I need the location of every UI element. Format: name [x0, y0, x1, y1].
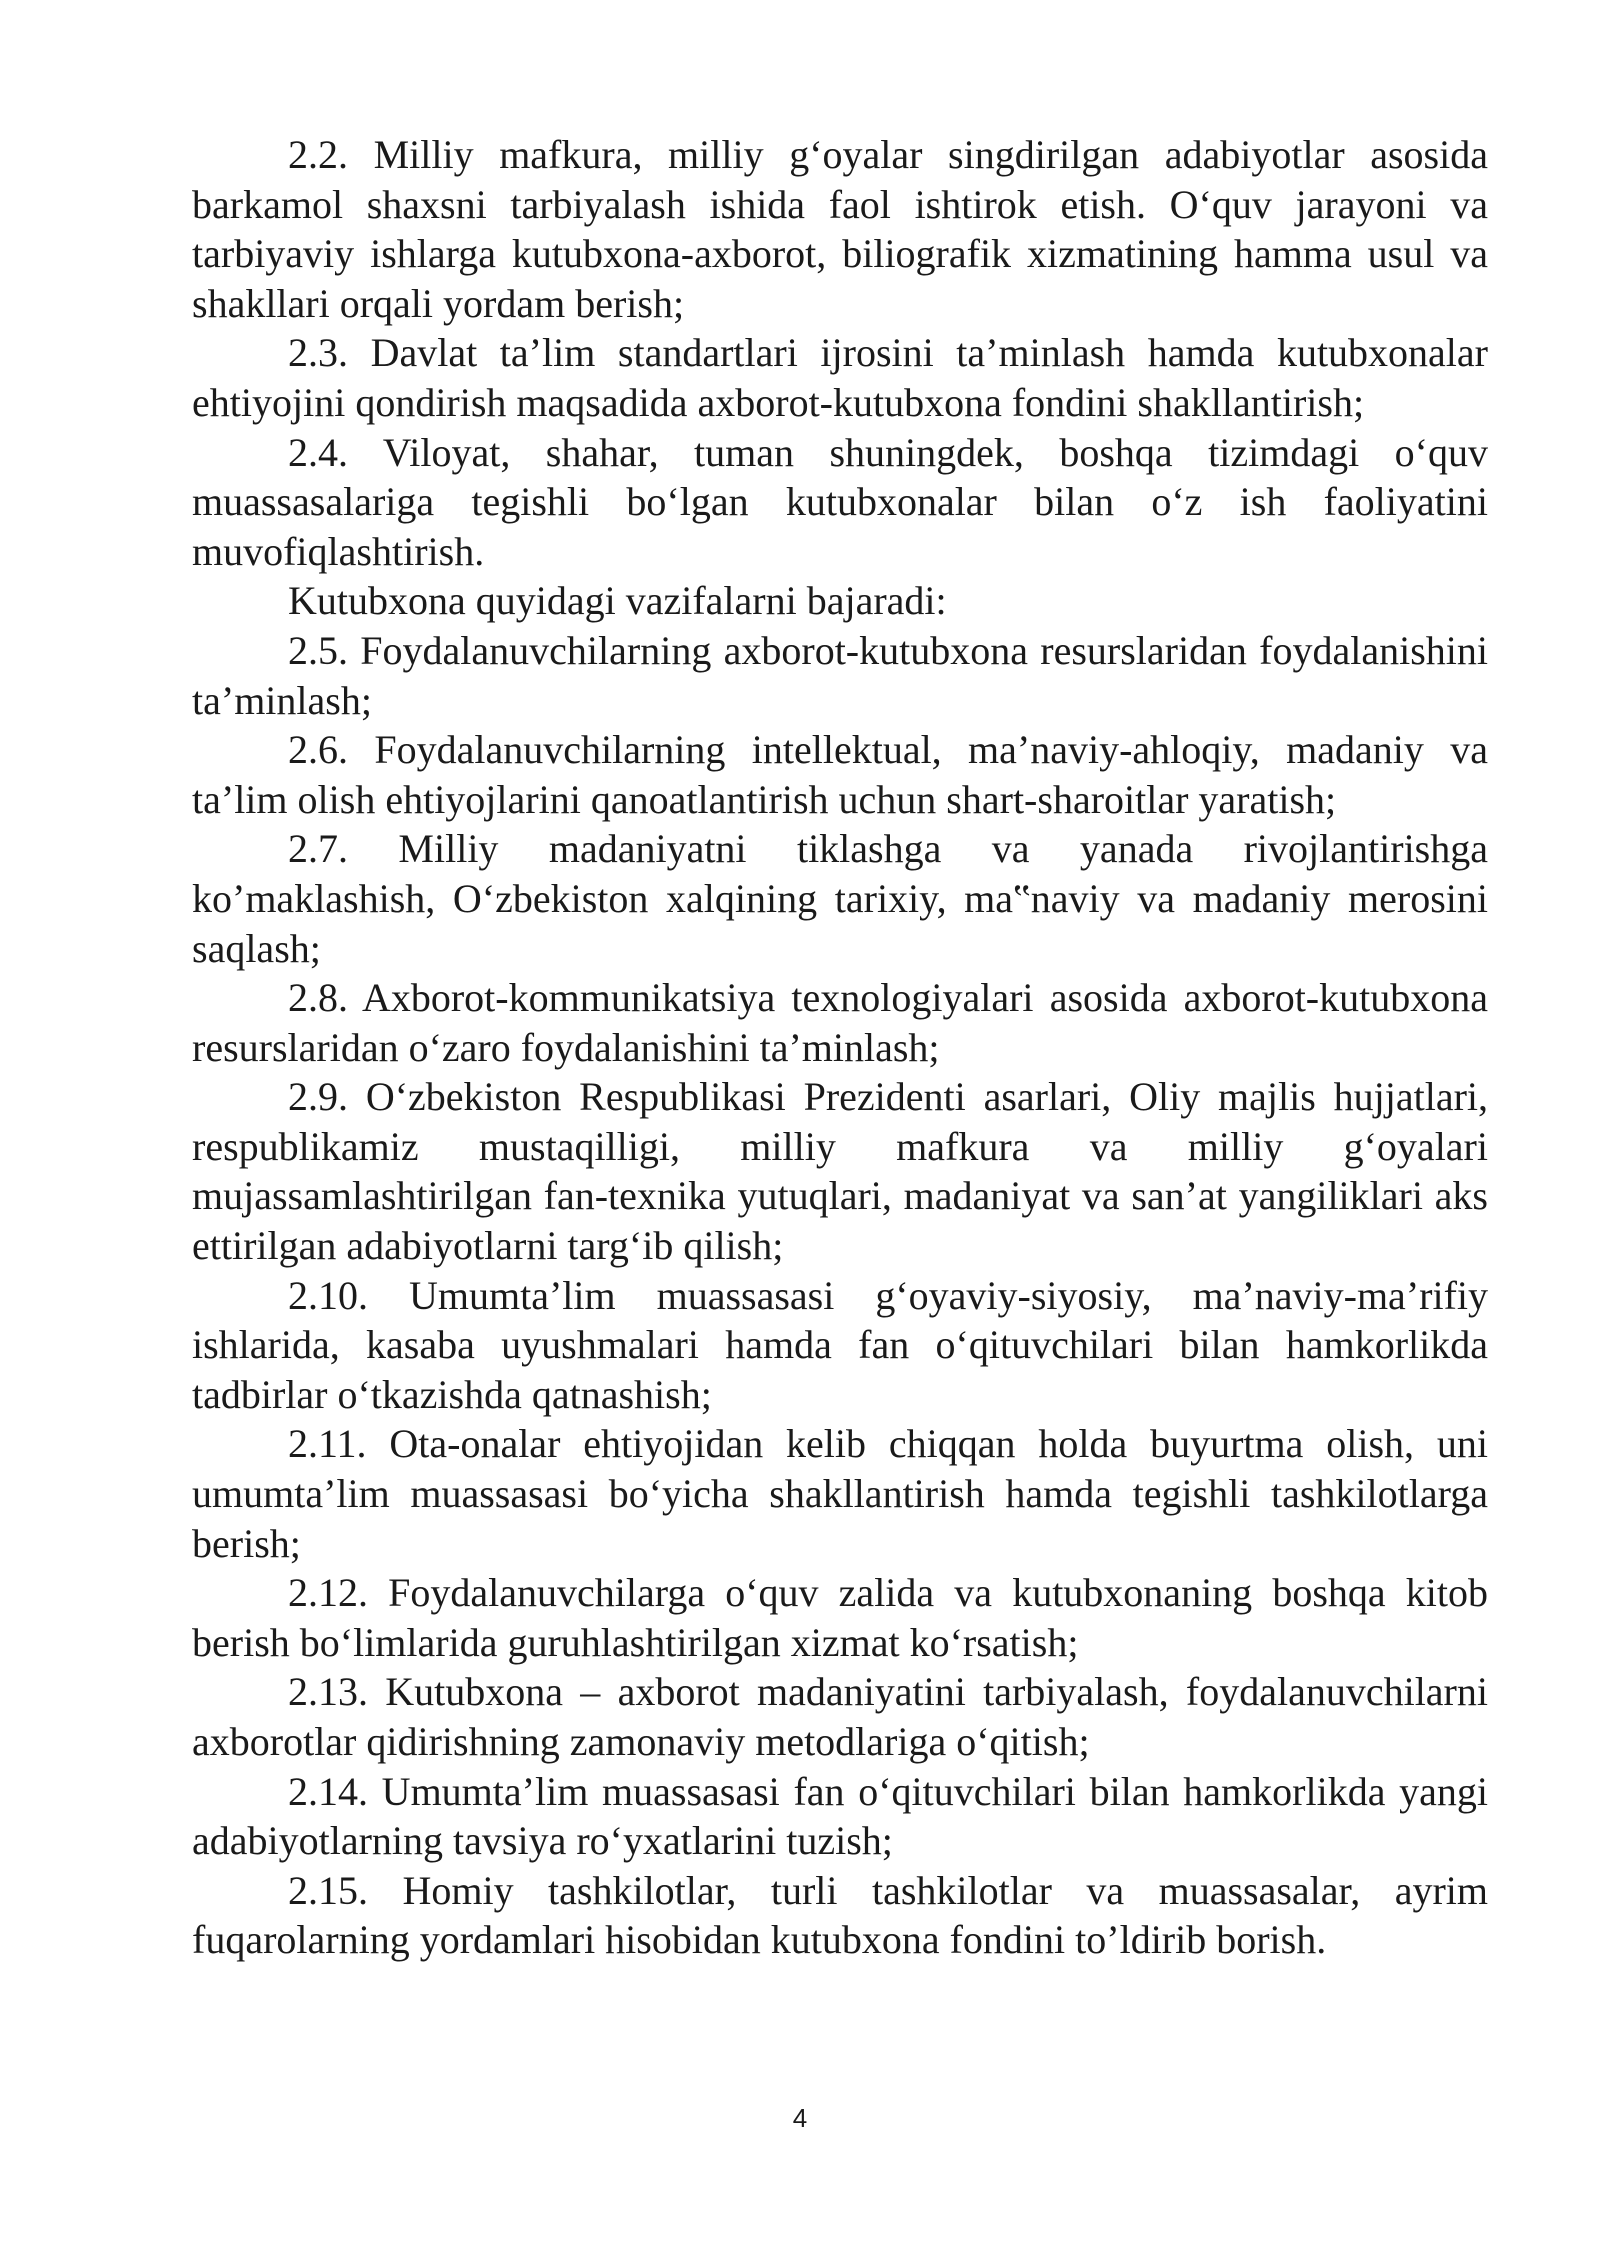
paragraph-2-12: 2.12. Foydalanuvchilarga o‘quv zalida va kutubxonaning boshqa kitob berish bo‘limlarida guruhlashtirilgan xizmat ko‘rsatish; [192, 1570, 1488, 1665]
paragraph-2-8: 2.8. Axborot-kommunikatsiya texnologiyalari asosida axborot-kutubxona resurslaridan o‘zaro foydalanishini ta’minlash; [192, 975, 1488, 1070]
paragraph-2-6: 2.6. Foydalanuvchilarning intellektual, ma’naviy-ahloqiy, madaniy va ta’lim olish ehtiyojlarini qanoatlantirish uchun shart-sharoitlar yaratish; [192, 727, 1488, 822]
page-number: 4 [792, 2103, 808, 2133]
paragraph-2-14: 2.14. Umumta’lim muassasasi fan o‘qituvchilari bilan hamkorlikda yangi adabiyotlarning tavsiya ro‘yxatlarini tuzish; [192, 1768, 1488, 1864]
paragraph-2-7: 2.7. Milliy madaniyatni tiklashga va yanada rivojlantirishga ko’maklashish, O‘zbekiston xalqining tarixiy, ma‟naviy va madaniy merosini saqlash; [192, 826, 1488, 971]
paragraph-2-15: 2.15. Homiy tashkilotlar, turli tashkilotlar va muassasalar, ayrim fuqarolarning yordamlari hisobidan kutubxona fondini to’ldirib borish. [192, 1867, 1488, 1963]
paragraph-2-11: 2.11. Ota-onalar ehtiyojidan kelib chiqqan holda buyurtma olish, uni umumta’lim muassasasi bo‘yicha shakllantirish hamda tegishli tashkilotlarga berish; [192, 1421, 1488, 1566]
paragraph-2-4: 2.4. Viloyat, shahar, tuman shuningdek, boshqa tizimdagi o‘quv muassasalariga tegishli bo‘lgan kutubxonalar bilan o‘z ish faoliyatini muvofiqlashtirish. [192, 429, 1488, 574]
paragraph-2-9: 2.9. O‘zbekiston Respublikasi Prezidenti asarlari, Oliy majlis hujjatlari, respublikamiz mustaqilligi, milliy mafkura va milliy g‘oyalari mujassamlashtirilgan fan-texnika yutuqlari, madaniyat va san’at yangiliklari aks ettirilgan adabiyotlarni targ‘ib qilish; [192, 1074, 1488, 1269]
paragraph-2-10: 2.10. Umumta’lim muassasasi g‘oyaviy-siyosiy, ma’naviy-ma’rifiy ishlarida, kasaba uyushmalari hamda fan o‘qituvchilari bilan hamkorlikda tadbirlar o‘tkazishda qatnashish; [192, 1272, 1488, 1417]
body-text [192, 130, 1488, 1965]
paragraph-2-2: 2.2. Milliy mafkura, milliy g‘oyalar singdirilgan adabiyotlar asosida barkamol shaxsni tarbiyalash ishida faol ishtirok etish. O‘quv jarayoni va tarbiyaviy ishlarga kutubxona-axborot, biliografik xizmatining hamma usul va shakllari orqali yordam berish; [192, 132, 1488, 326]
paragraph-intro-tasks: Kutubxona quyidagi vazifalarni bajaradi: [288, 578, 947, 624]
paragraph-2-3: 2.3. Davlat ta’lim standartlari ijrosini ta’minlash hamda kutubxonalar ehtiyojini qondirish maqsadida axborot-kutubxona fondini shakllantirish; [192, 330, 1488, 425]
paragraph-2-5: 2.5. Foydalanuvchilarning axborot-kutubxona resurslaridan foydalanishini ta’minlash; [192, 627, 1488, 723]
paragraph-2-13: 2.13. Kutubxona – axborot madaniyatini tarbiyalash, foydalanuvchilarni axborotlar qidirishning zamonaviy metodlariga o‘qitish; [192, 1669, 1488, 1764]
